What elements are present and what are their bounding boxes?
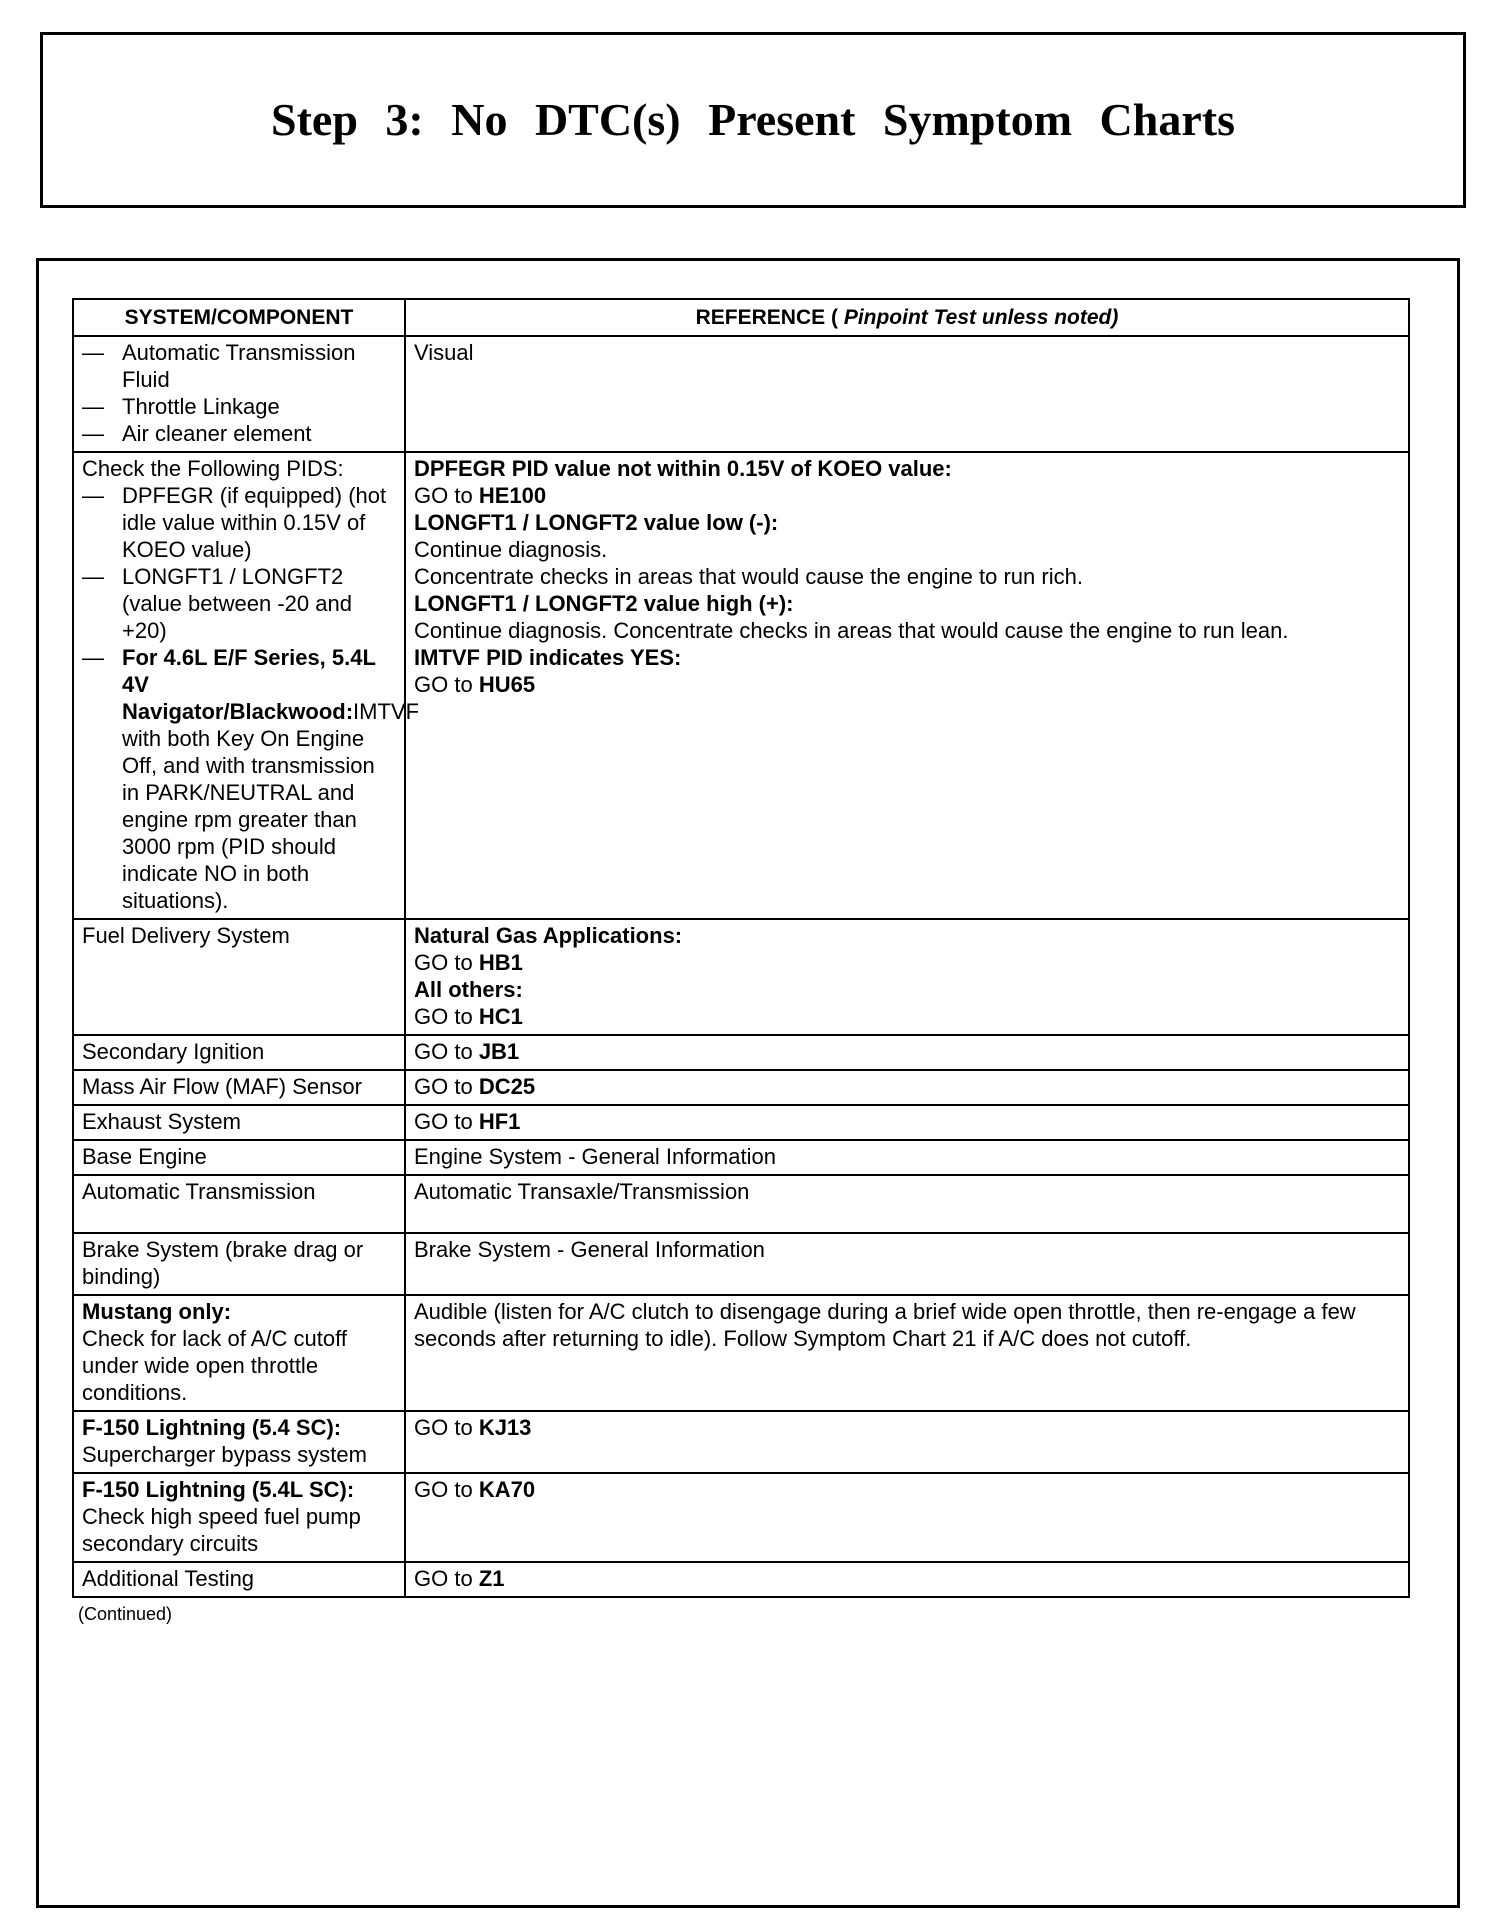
ref-goto (414, 949, 1400, 976)
system-cell: Additional Testing (73, 1562, 405, 1597)
reference-cell: Visual (405, 336, 1409, 452)
reference-cell (405, 1411, 1409, 1473)
reference-cell: Audible (listen for A/C clutch to disengage during a brief wide open throttle, then re-engage a few seconds after returning to idle). Follow Symptom Chart 21 if A/C does not cutoff. (405, 1295, 1409, 1411)
list-item (82, 644, 420, 914)
header-system-component: SYSTEM/COMPONENT (73, 299, 405, 336)
table-row (73, 919, 1409, 1035)
goto-code: HB1 (478, 950, 523, 975)
goto-label: GO to (414, 1109, 473, 1134)
table-header-row (73, 299, 1409, 336)
system-cell (73, 1473, 405, 1562)
table-row (73, 1070, 1409, 1105)
ref-heading: DPFEGR PID value not within 0.15V of KOEO value: (414, 456, 952, 481)
title-box (40, 32, 1466, 208)
reference-cell: Brake System - General Information (405, 1233, 1409, 1295)
ref-text: Concentrate checks in areas that would cause the engine to run rich. (414, 564, 1083, 589)
ref-goto (414, 1003, 1400, 1030)
list-item: — LONGFT1 / LONGFT2 (value between -20 and +20) (82, 563, 396, 644)
goto-label: GO to (414, 1074, 473, 1099)
visual-check-list (82, 339, 396, 447)
reference-cell (405, 1562, 1409, 1597)
goto-code: HF1 (478, 1109, 521, 1134)
goto-label: GO to (414, 1415, 473, 1440)
ref-heading: Natural Gas Applications: (414, 923, 683, 948)
goto-label: GO to (414, 1039, 473, 1064)
system-cell: Brake System (brake drag or binding) (73, 1233, 405, 1295)
system-cell (73, 1295, 405, 1411)
pids-item3-heading: For 4.6L E/F Series, 5.4L 4V Navigator/Blackwood: (122, 645, 376, 724)
pids-list (82, 482, 420, 914)
header-reference (405, 299, 1409, 336)
goto-code: DC25 (478, 1074, 536, 1099)
goto-label: GO to (414, 950, 473, 975)
row-heading: F-150 Lightning (5.4L SC): (82, 1477, 355, 1502)
system-cell: Secondary Ignition (73, 1035, 405, 1070)
reference-cell (405, 1105, 1409, 1140)
goto-label: GO to (414, 1004, 473, 1029)
pids-intro: Check the Following PIDS: (82, 456, 344, 481)
system-cell: Automatic Transmission (73, 1175, 405, 1233)
header-reference-note: Pinpoint Test unless noted) (843, 306, 1119, 329)
symptom-chart-table (72, 298, 1410, 1598)
table-row (73, 452, 1409, 919)
goto-code: HU65 (478, 672, 536, 697)
ref-heading: All others: (414, 977, 523, 1002)
system-cell: Exhaust System (73, 1105, 405, 1140)
table-row (73, 1140, 1409, 1175)
row-text: Supercharger bypass system (82, 1442, 367, 1467)
table-row (73, 336, 1409, 452)
ref-goto (414, 671, 1400, 698)
goto-code: KJ13 (478, 1415, 532, 1440)
goto-label: GO to (414, 1477, 473, 1502)
table-row (73, 1562, 1409, 1597)
list-item: — DPFEGR (if equipped) (hot idle value within 0.15V of KOEO value) (82, 482, 396, 563)
goto-code: HE100 (478, 483, 547, 508)
system-cell: Fuel Delivery System (73, 919, 405, 1035)
page-title: Step 3: No DTC(s) Present Symptom Charts (271, 94, 1235, 145)
header-reference-prefix: REFERENCE ( (695, 306, 838, 329)
ref-heading: LONGFT1 / LONGFT2 value high (+): (414, 591, 794, 616)
reference-cell (405, 919, 1409, 1035)
ref-text: Continue diagnosis. (414, 537, 608, 562)
goto-code: HC1 (478, 1004, 523, 1029)
reference-cell (405, 452, 1409, 919)
system-cell (73, 452, 420, 919)
table-row (73, 1233, 1409, 1295)
row-text: Check for lack of A/C cutoff under wide open throttle conditions. (82, 1326, 347, 1405)
list-item: — Air cleaner element (82, 420, 396, 447)
ref-text: Continue diagnosis. Concentrate checks in areas that would cause the engine to run lean. (414, 618, 1289, 643)
goto-label: GO to (414, 483, 473, 508)
goto-code: JB1 (478, 1039, 520, 1064)
reference-cell: Engine System - General Information (405, 1140, 1409, 1175)
reference-cell (405, 1035, 1409, 1070)
system-cell: Base Engine (73, 1140, 405, 1175)
pids-item3-text: IMTVF with both Key On Engine Off, and with transmission in PARK/NEUTRAL and engine rpm greater than 3000 rpm (PID should indicate NO in both situations). (122, 699, 420, 913)
reference-cell (405, 1070, 1409, 1105)
row-heading: F-150 Lightning (5.4 SC): (82, 1415, 342, 1440)
goto-code: KA70 (478, 1477, 536, 1502)
reference-cell: Automatic Transaxle/Transmission (405, 1175, 1409, 1233)
goto-label: GO to (414, 1566, 473, 1591)
table-row (73, 1105, 1409, 1140)
goto-label: GO to (414, 672, 473, 697)
ref-goto (414, 482, 1400, 509)
list-item: — Automatic Transmission Fluid (82, 339, 396, 393)
system-cell (73, 336, 405, 452)
row-heading: Mustang only: (82, 1299, 232, 1324)
table-row (73, 1411, 1409, 1473)
ref-heading: IMTVF PID indicates YES: (414, 645, 682, 670)
row-text: Check high speed fuel pump secondary circuits (82, 1504, 361, 1556)
table-row (73, 1035, 1409, 1070)
list-item: — Throttle Linkage (82, 393, 396, 420)
reference-cell (405, 1473, 1409, 1562)
ref-heading: LONGFT1 / LONGFT2 value low (-): (414, 510, 779, 535)
table-row (73, 1175, 1409, 1233)
continued-note: (Continued) (78, 1604, 173, 1624)
table-row (73, 1473, 1409, 1562)
system-cell: Mass Air Flow (MAF) Sensor (73, 1070, 405, 1105)
system-cell (73, 1411, 405, 1473)
goto-code: Z1 (478, 1566, 505, 1591)
table-row (73, 1295, 1409, 1411)
